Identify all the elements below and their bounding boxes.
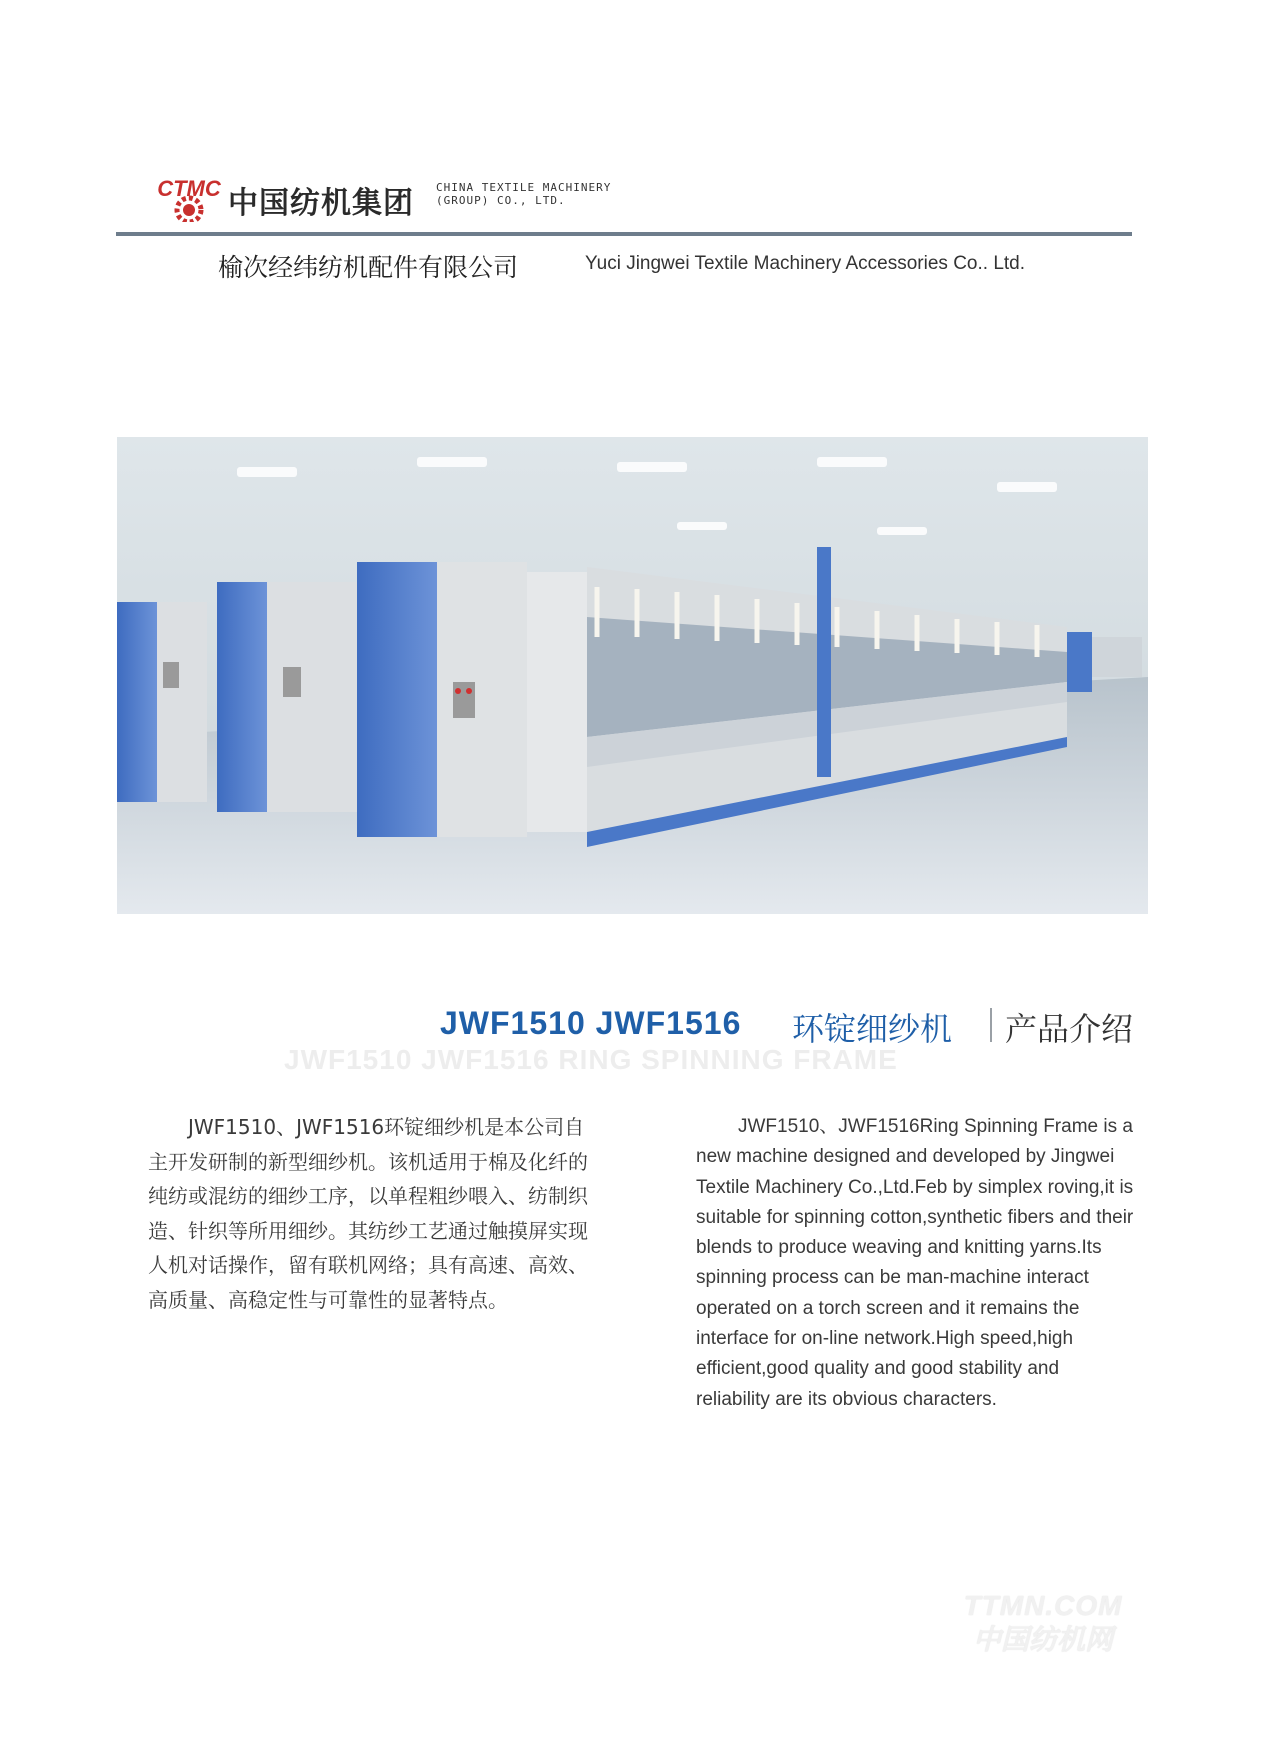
watermark-cn: 中国纺机网 — [972, 1623, 1113, 1656]
gear-logo-icon — [145, 176, 233, 222]
header-rule — [116, 232, 1132, 236]
spinning-frame-photo — [117, 437, 1148, 914]
product-models-title: JWF1510 JWF1516 — [440, 1005, 742, 1041]
ctmc-logo — [145, 176, 233, 222]
group-name-en-line1: CHINA TEXTILE MACHINERY — [436, 181, 612, 194]
company-name-cn: 榆次经纬纺机配件有限公司 — [218, 253, 519, 282]
group-name-en — [436, 181, 611, 207]
watermark — [948, 1590, 1138, 1658]
product-name-cn: 环锭细纱机 — [792, 1010, 953, 1048]
group-name-en-line2: (GROUP) CO., LTD. — [436, 194, 566, 207]
title-divider — [990, 1008, 992, 1042]
title-ghost-en: JWF1510 JWF1516 RING SPINNING FRAME — [284, 1044, 898, 1075]
description-en: JWF1510、JWF1516Ring Spinning Frame is a new machine designed and developed by Jingwei Textile Machinery Co.,Ltd.Feb by simplex roving,it is suitable for spinning cotton,synthetic fibers and their blends to produce weaving and knitting yarns.Its spinning process can be man-machine interact operated on a torch screen and it remains the interface for on-line network.High speed,high efficient,good quality and good stability and reliability are its obvious characters. — [696, 1116, 1134, 1410]
watermark-en: TTMN.COM — [963, 1590, 1123, 1621]
company-name-en: Yuci Jingwei Textile Machinery Accessories Co.. Ltd. — [585, 253, 1026, 274]
logo-text: CTMC — [157, 176, 221, 201]
section-title: 产品介绍 — [1005, 1010, 1134, 1048]
group-name-cn: 中国纺机集团 — [228, 186, 414, 221]
description-cn: JWF1510、JWF1516环锭细纱机是本公司自主开发研制的新型细纱机。该机适用于棉及化纤的纯纺或混纺的细纱工序，以单程粗纱喂入、纺制织造、针织等所用细纱。其纺纱工艺通过触摸屏实现人机对话操作，留有联机网络；具有高速、高效、高质量、高稳定性与可靠性的显著特点。 — [148, 1115, 588, 1312]
